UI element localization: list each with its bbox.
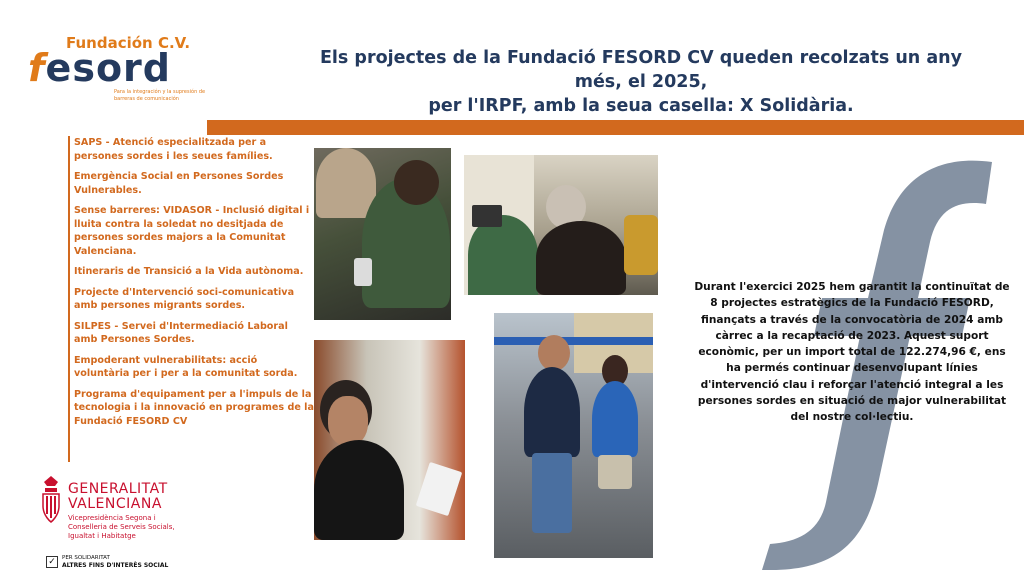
generalitat-logo [40,476,240,546]
orange-divider-bar [207,120,1024,135]
logo-top-text: Fundación C.V. [66,34,191,52]
x-solidaria-line-2: ALTRES FINS D'INTERÈS SOCIAL [62,562,169,569]
title-line-1: Els projectes de la Fundació FESORD CV queden recolzats un any més, el 2025, [319,48,963,92]
page-title [296,46,986,118]
project-item: SILPES - Servei d'Intermediació Laboral amb Persones Sordes. [74,320,288,345]
x-solidaria-label [62,555,168,570]
project-item: Projecte d'Intervenció soci-comunicativa amb persones migrants sordes. [74,286,295,311]
department-line-3: Igualtat i Habitatge [68,532,136,540]
generalitat-emblem-icon [40,476,62,524]
logo-main-text [28,48,171,88]
fesord-logo [28,34,208,109]
project-item: Sense barreres: VIDASOR - Inclusió digital i lluita contra la soledat no desitjada de persones sordes majors a la Comunitat Valenciana. [74,205,310,257]
generalitat-department [68,514,175,541]
title-line-2: per l'IRPF, amb la seua casella: X Solidària. [428,96,854,116]
project-item: Itineraris de Transició a la Vida autònoma. [74,266,304,277]
project-item: SAPS - Atenció especialitzada per a persones sordes i les seues famílies. [74,137,273,162]
logo-subtitle: Para la integración y la supresión de barreras de comunicación [114,89,206,102]
project-item: Empoderant vulnerabilitats: acció voluntària per i per a la comunitat sorda. [74,354,298,379]
project-item: Programa d'equipament per a l'impuls de la tecnologia i la innovació en programes de la Fundació FESORD CV [74,388,314,427]
project-item: Emergència Social en Persones Sordes Vulnerables. [74,171,284,196]
summary-paragraph: Durant l'exercici 2025 hem garantit la continuïtat de 8 projectes estratègics de la Fundació FESORD, finançats a través de la convocatòria de 2024 amb càrrec a la recaptació de 2023. Aquest suport econòmic, per un import total de 122.274,96 €, ens ha permés continuar desenvolupant línies d'intervenció clau i reforçar l'atenció integral a les persones sordes en situació de major vulnerabilitat del nostre col·lectiu. [694,281,1010,424]
photo-people-with-phones [314,148,451,320]
projects-list [68,136,314,462]
generalitat-name-line-2: VALENCIANA [68,496,162,512]
x-solidaria-line-1: PER SOLIDARITAT [62,555,110,561]
department-line-1: Vicepresidència Segona i [68,514,156,522]
logo-f-letter: f [28,46,46,90]
check-mark-icon: ✓ [46,556,58,568]
logo-rest-letters: esord [45,46,171,90]
generalitat-name-line-1: GENERALITAT [68,481,168,497]
photo-man-reading-paper [314,340,465,540]
photo-elderly-videocall [464,155,658,295]
department-line-2: Conselleria de Serveis Socials, [68,523,175,531]
photo-two-people-talking [494,313,653,558]
generalitat-name [68,482,168,512]
